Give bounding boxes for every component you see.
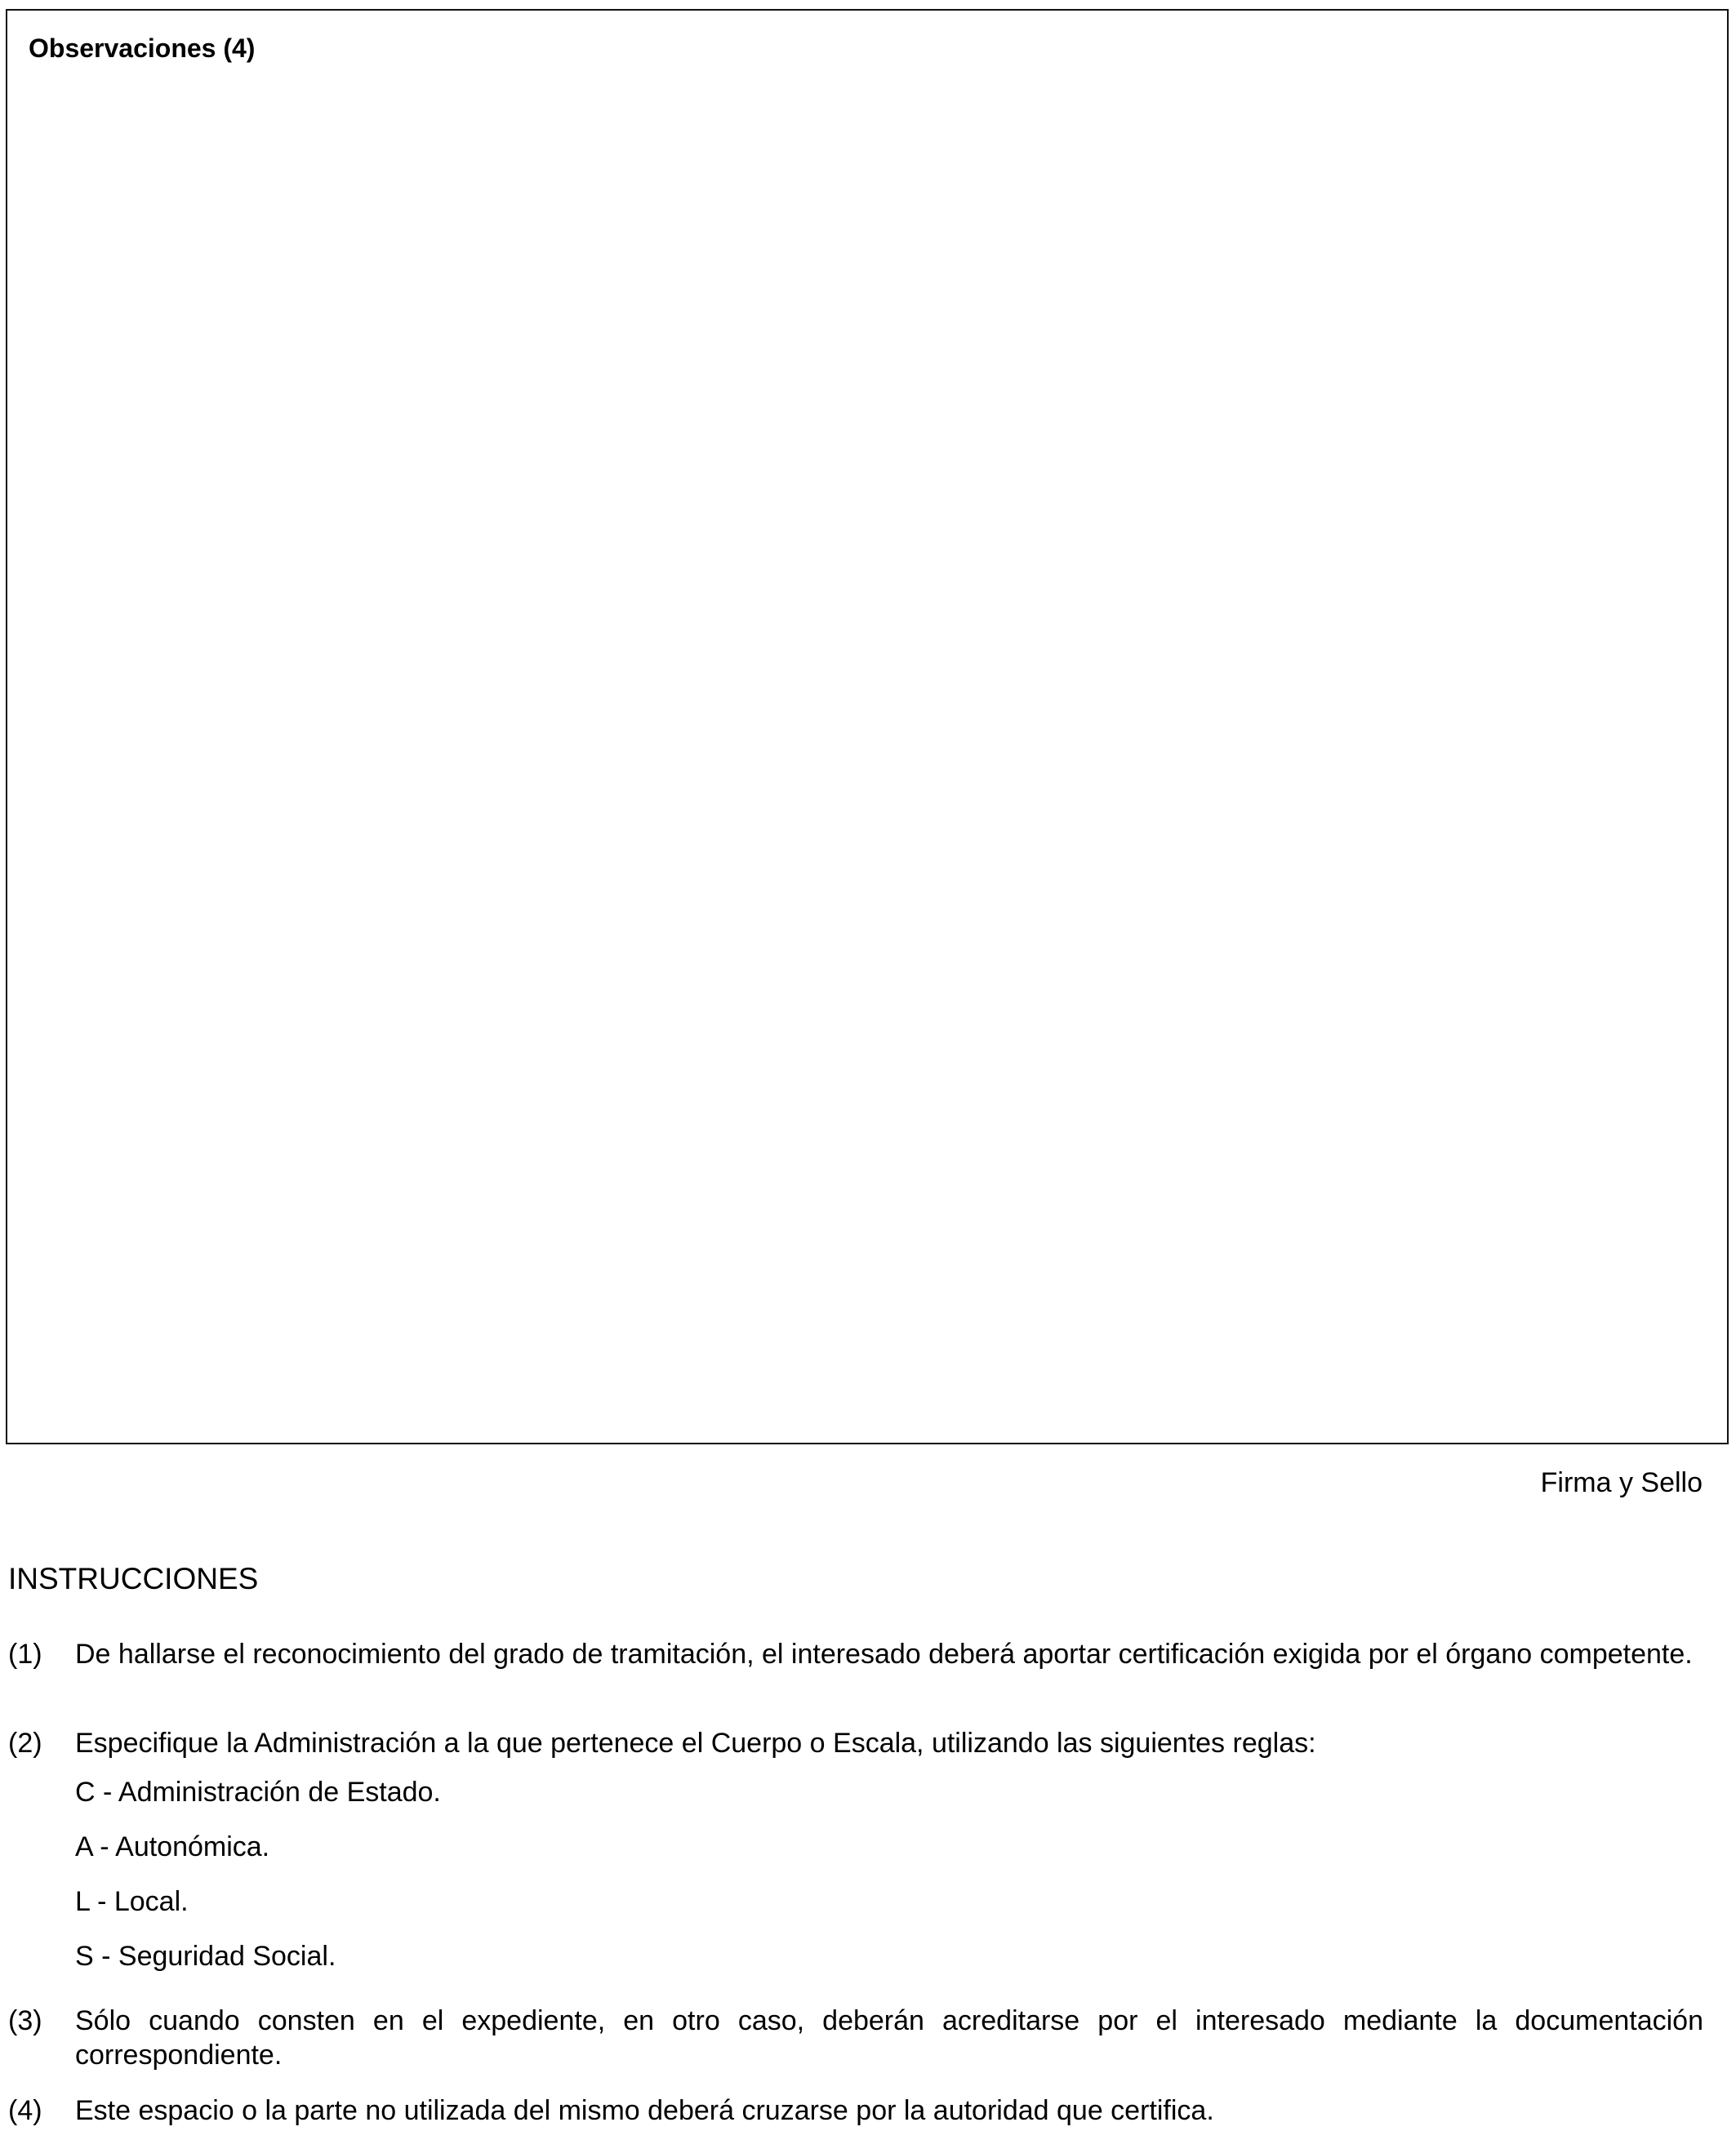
instruction-item-1 bbox=[8, 1637, 1703, 1671]
instruction-item-3 bbox=[8, 2004, 1703, 2072]
instruction-text: De hallarse el reconocimiento del grado de tramitación, el interesado deberá aportar certificación exigida por el órgano competente. bbox=[75, 1639, 1693, 1670]
instruction-number: (2) bbox=[8, 1728, 42, 1759]
rule-item-l: L - Local. bbox=[75, 1886, 189, 1917]
instructions-heading: INSTRUCCIONES bbox=[8, 1562, 259, 1595]
rule-item-a: A - Autonómica. bbox=[75, 1831, 270, 1862]
instruction-item-4 bbox=[8, 2093, 1703, 2128]
signature-stamp-label: Firma y Sello bbox=[1540, 1467, 1703, 1498]
instruction-number: (3) bbox=[8, 2005, 42, 2036]
instruction-text: Especifique la Administración a la que pertenece el Cuerpo o Escala, utilizando las siguientes reglas: bbox=[75, 1728, 1316, 1759]
instruction-number: (1) bbox=[8, 1639, 42, 1670]
rule-item-s: S - Seguridad Social. bbox=[75, 1941, 336, 1972]
observations-title: Observaciones (4) bbox=[29, 33, 256, 63]
observations-box[interactable] bbox=[6, 9, 1729, 1444]
instruction-text: Este espacio o la parte no utilizada del mismo deberá cruzarse por la autoridad que certifica. bbox=[75, 2095, 1214, 2126]
instruction-item-2 bbox=[8, 1726, 1703, 1760]
instruction-number: (4) bbox=[8, 2095, 42, 2126]
rule-item-c: C - Administración de Estado. bbox=[75, 1777, 441, 1808]
instruction-text: Sólo cuando consten en el expediente, en otro caso, deberán acreditarse por el interesado mediante la documentación correspondiente. bbox=[75, 2005, 1703, 2071]
